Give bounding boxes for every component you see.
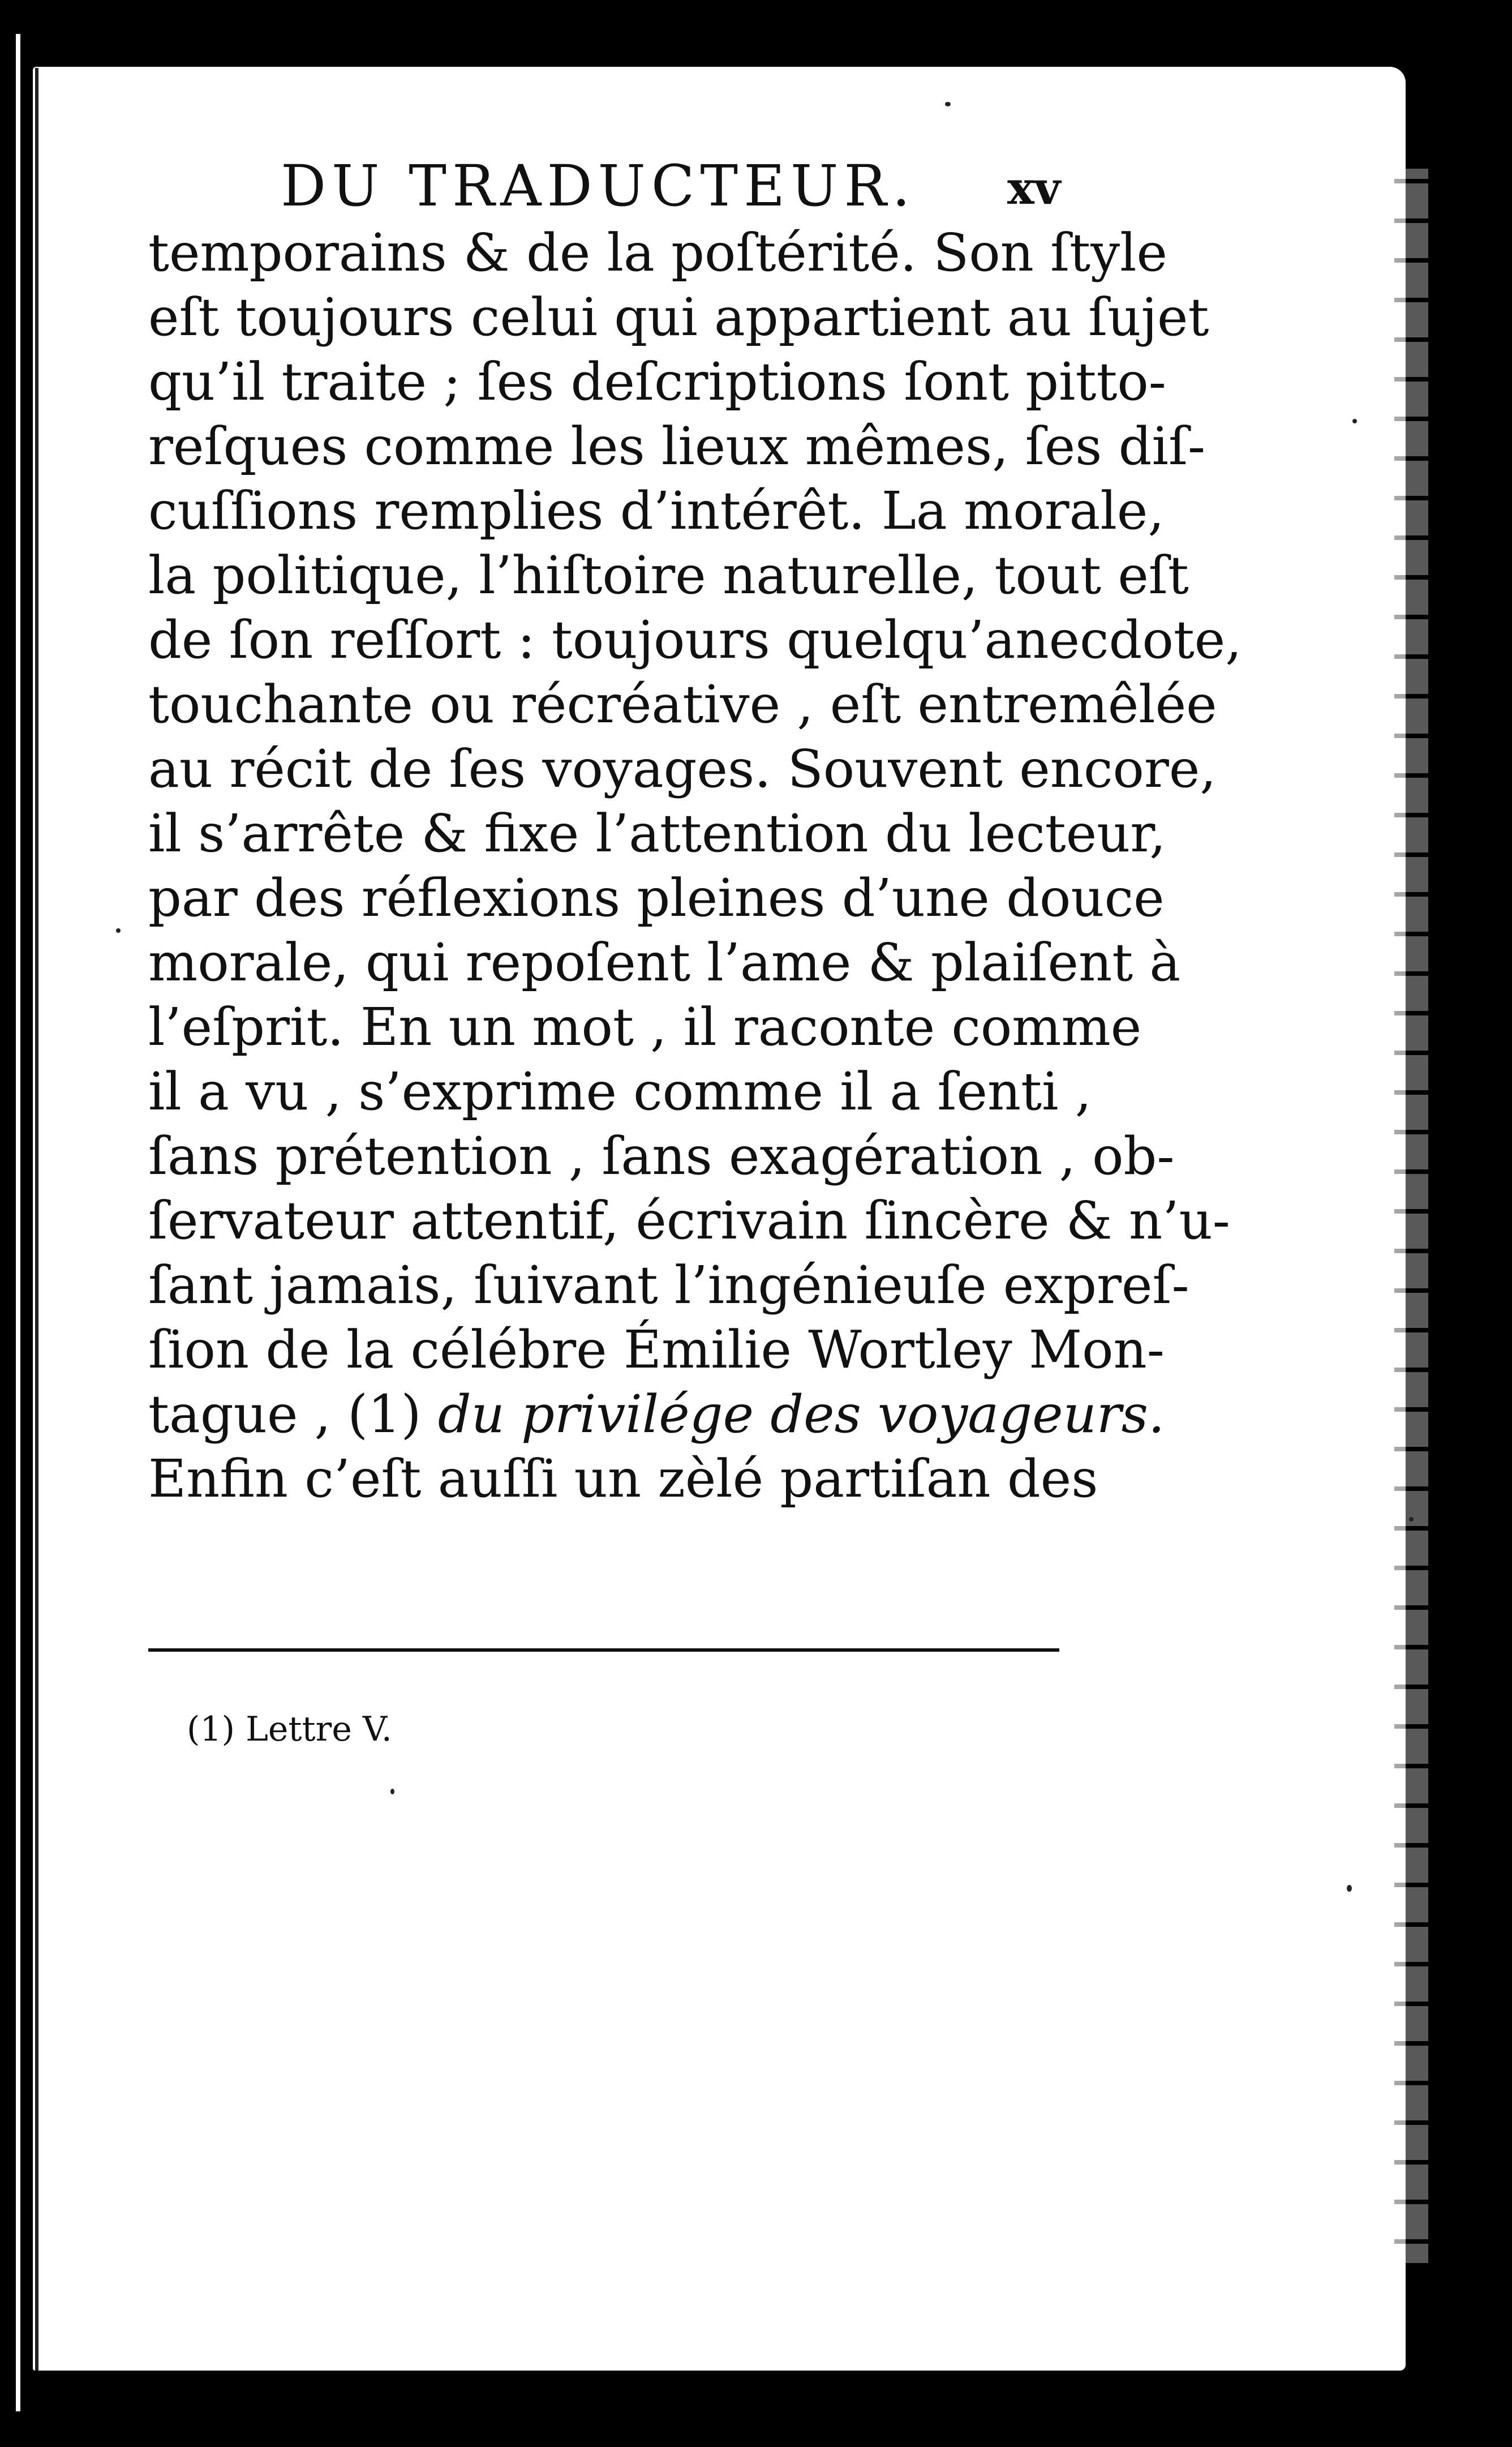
text-line: ſervateur attentif, écrivain ſincère & n’u-: [148, 1190, 1230, 1251]
text-line: ſant jamais, ſuivant l’ingénieuſe expreſ-: [148, 1255, 1189, 1315]
text-line: qu’il traite ; ſes deſcriptions ſont pitto-: [148, 352, 1166, 412]
scan-bottom-border: [33, 2371, 1406, 2447]
text-line: ſion de la célébre Émilie Wortley Mon-: [148, 1319, 1165, 1380]
scan-gutter-line: [35, 68, 38, 2400]
text-line: cuſſions remplies d’intérêt. La morale,: [148, 481, 1165, 541]
text-line: eſt toujours celui qui appartient au ſujet: [148, 287, 1209, 348]
text-line: il a vu , s’exprime comme il a ſenti ,: [148, 1061, 1092, 1122]
text-line: de ſon reſſort : toujours quelqu’anecdote,: [148, 610, 1242, 670]
text-line: temporains & de la poſtérité. Son ſtyle: [148, 222, 1167, 283]
text-line: reſques comme les lieux mêmes, ſes diſ-: [148, 416, 1206, 477]
page-number: xv: [1007, 161, 1061, 215]
text-line: par des réflexions pleines d’une douce: [148, 868, 1165, 928]
text-plain: tague , (1): [148, 1384, 438, 1445]
text-italic: du privilége des voyageurs.: [437, 1384, 1165, 1445]
text-line: au récit de ſes voyages. Souvent encore,: [148, 739, 1217, 799]
text-line: morale, qui repoſent l’ame & plaiſent à: [148, 932, 1181, 993]
text-line: ſans prétention , ſans exagération , ob-: [148, 1126, 1175, 1186]
text-line: l’eſprit. En un mot , il raconte comme: [148, 997, 1142, 1057]
scan-binding-line: [16, 34, 20, 2411]
body-text: [148, 221, 1242, 1511]
text-line: touchante ou récréative , eſt entremêlée: [148, 674, 1217, 735]
text-line: il s’arrête & fixe l’attention du lecteur,: [148, 803, 1166, 864]
footnote: (1) Lettre V.: [187, 1709, 392, 1749]
text-line-with-italic: [148, 1382, 1165, 1447]
running-header: DU TRADUCTEUR.: [281, 153, 916, 219]
text-line: la politique, l’hiſtoire naturelle, tout eſt: [148, 545, 1189, 606]
text-line: Enfin c’eſt auſſi un zèlé partiſan des: [148, 1449, 1098, 1509]
footnote-rule: [148, 1648, 1059, 1652]
